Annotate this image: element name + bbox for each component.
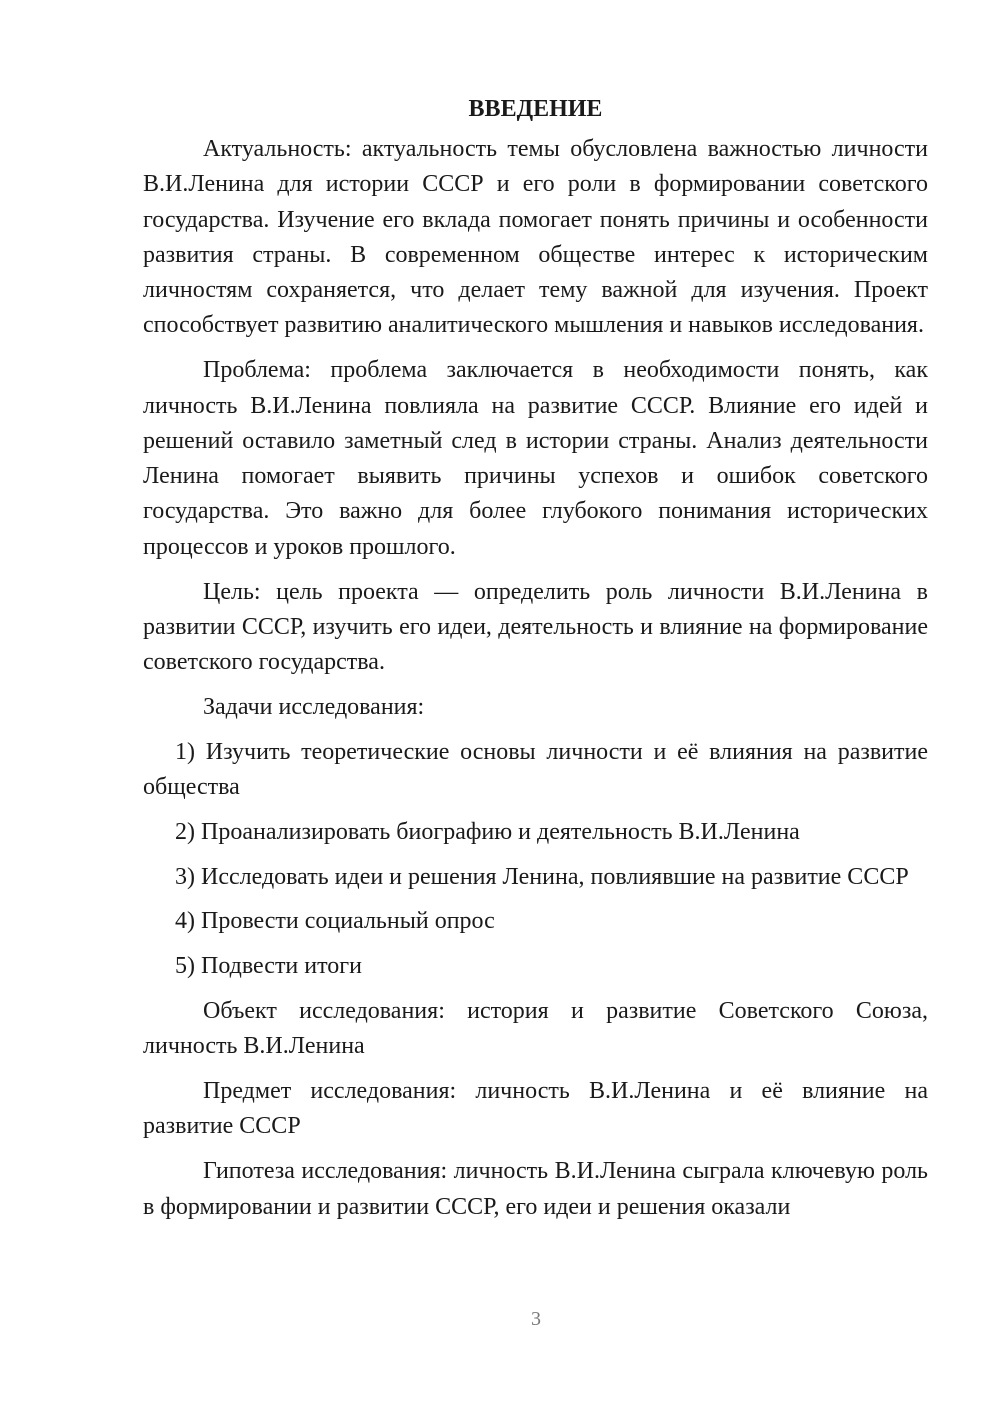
hypothesis-paragraph: Гипотеза исследования: личность В.И.Ленина сыграла ключевую роль в формировании и развитии СССР, его идеи и решения оказали [143, 1158, 928, 1220]
task-item: 3) Исследовать идеи и решения Ленина, повлиявшие на развитие СССР [175, 863, 909, 890]
problem-paragraph: Проблема: проблема заключается в необходимости понять, как личность В.И.Ленина повлияла на развитие СССР. Влияние его идей и решений оставило заметный след в истории страны. Анализ деятельности Ленина помогает выявить причины успехов и ошибок советского государства. Это важно для более глубокого понимания исторических процессов и уроков прошлого. [143, 357, 928, 560]
tasks-heading: Задачи исследования: [203, 693, 425, 720]
page-title: ВВЕДЕНИЕ [468, 96, 603, 122]
subject-paragraph: Предмет исследования: личность В.И.Ленина и её влияние на развитие СССР [143, 1078, 928, 1140]
object-paragraph: Объект исследования: история и развитие Советского Союза, личность В.И.Ленина [143, 998, 928, 1060]
task-item: 5) Подвести итоги [175, 953, 362, 980]
page-number-text: 3 [531, 1308, 541, 1330]
page-number [0, 1302, 1000, 1337]
task-item: 1) Изучить теоретические основы личности и её влияния на развитие общества [143, 738, 928, 801]
task-item: 2) Проанализировать биографию и деятельность В.И.Ленина [175, 818, 800, 845]
goal-paragraph: Цель: цель проекта — определить роль личности В.И.Ленина в развитии СССР, изучить его идеи, деятельность и влияние на формирование советского государства. [143, 578, 928, 676]
page-content [143, 92, 928, 1225]
relevance-paragraph: Актуальность: актуальность темы обусловлена важностью личности В.И.Ленина для истории СССР и его роли в формировании советского государства. Изучение его вклада помогает понять причины и особенности развития страны. В современном обществе интерес к историческим личностям сохраняется, что делает тему важной для изучения. Проект способствует развитию аналитического мышления и навыков исследования. [143, 136, 928, 339]
task-item: 4) Провести социальный опрос [175, 908, 495, 935]
